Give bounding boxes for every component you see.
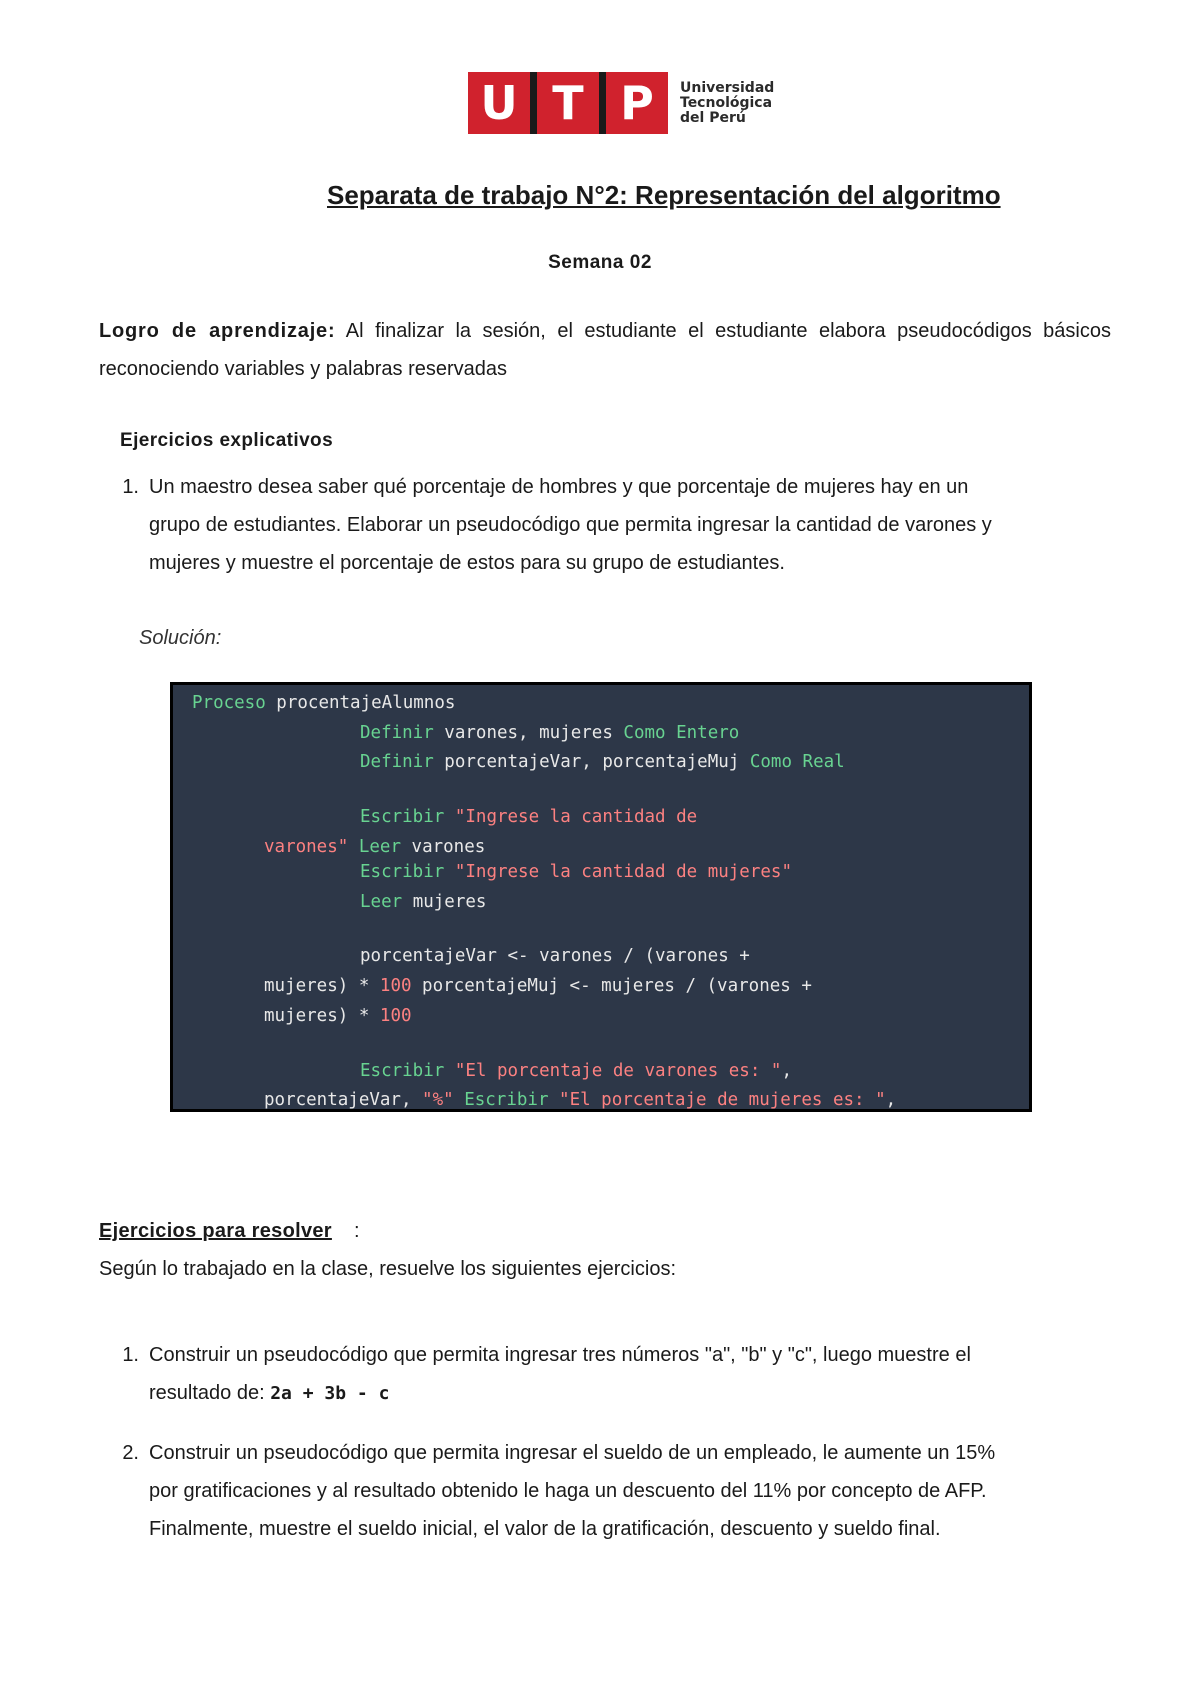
code-string: "%": [422, 1090, 454, 1110]
logo-letter-p: P: [620, 76, 654, 130]
code-block: [170, 682, 1032, 1112]
code-keyword: Escribir: [464, 1090, 549, 1110]
utp-logo: [468, 72, 774, 134]
code-text: varones, mujeres: [433, 723, 624, 743]
logo-separator: [599, 72, 606, 134]
code-line: [360, 946, 750, 966]
item-number: 2.: [122, 1442, 139, 1464]
code-line: [360, 892, 486, 912]
code-text: porcentajeVar,: [264, 1090, 423, 1110]
formula: 2a + 3b - c: [270, 1383, 390, 1404]
code-text: porcentajeVar <- varones / (varones +: [360, 946, 750, 966]
item-line: grupo de estudiantes. Elaborar un pseudocódigo que permita ingresar la cantidad de varones y: [149, 514, 992, 536]
solution-label: Solución:: [139, 627, 222, 649]
code-text: ,: [885, 1090, 897, 1110]
code-line: [360, 807, 697, 827]
code-text: mujeres) *: [264, 1006, 380, 1026]
logo-line-1: Universidad: [680, 79, 775, 96]
list-item: [99, 1336, 1099, 1413]
learning-goal-label: Logro de aprendizaje:: [99, 320, 336, 342]
section-heading-explicativos: Ejercicios explicativos: [120, 430, 334, 451]
logo-letter-t: T: [552, 76, 584, 130]
code-line: [360, 752, 845, 772]
explicativos-list: [99, 468, 1099, 582]
code-keyword: Entero: [665, 723, 740, 743]
code-line: [360, 723, 739, 743]
week-label: Semana 02: [548, 252, 652, 273]
resolver-list-2: [99, 1434, 1099, 1548]
logo-wordmark: [680, 81, 774, 126]
item-line: Un maestro desea saber qué porcentaje de hombres y que porcentaje de mujeres hay en un: [149, 476, 969, 498]
item-line: por gratificaciones y al resultado obtenido le haga un descuento del 11% por concepto de AFP.: [149, 1480, 987, 1502]
code-keyword: Escribir: [360, 807, 445, 827]
learning-goal-text: Al finalizar la sesión, el estudiante el estudiante elabora pseudocódigos básicos reconociendo variables y palabras reservadas: [99, 320, 1111, 380]
logo-line-2: Tecnológica: [680, 94, 773, 111]
logo-mark: [468, 72, 668, 134]
item-number: 1.: [122, 476, 139, 498]
item-text: [139, 468, 1099, 582]
resolver-intro: Según lo trabajado en la clase, resuelve los siguientes ejercicios:: [99, 1258, 677, 1280]
logo-separator: [530, 72, 537, 134]
code-string: "Ingrese la cantidad de mujeres": [444, 862, 792, 882]
section-heading-resolver: [99, 1220, 332, 1243]
code-keyword: Leer: [360, 892, 403, 912]
item-text: [139, 1336, 1099, 1413]
code-number: 100: [379, 1006, 412, 1026]
code-number: 100: [379, 976, 412, 996]
learning-goal: [99, 312, 1111, 388]
logo-line-3: del Perú: [680, 109, 746, 126]
code-text: ,: [781, 1061, 792, 1081]
code-string: "El porcentaje de varones es: ": [444, 1061, 782, 1081]
code-keyword: Leer: [358, 837, 401, 857]
item-line: Finalmente, muestre el sueldo inicial, el valor de la gratificación, descuento y sueldo final.: [149, 1518, 941, 1540]
code-keyword: Definir: [360, 723, 434, 743]
item-number: 1.: [122, 1344, 139, 1366]
logo-letter-u: U: [480, 76, 518, 130]
code-line: [264, 976, 812, 996]
code-line: [264, 837, 485, 857]
code-line: [264, 1090, 896, 1110]
page-title: Separata de trabajo N°2: Representación del algoritmo: [327, 180, 1001, 210]
item-line: [149, 1374, 1099, 1413]
code-text: porcentajeVar, porcentajeMuj: [433, 752, 750, 772]
code-line: [360, 862, 792, 882]
code-text: mujeres: [402, 892, 487, 912]
code-line: [360, 1061, 792, 1081]
code-keyword: Definir: [360, 752, 434, 772]
item-line-text: resultado de:: [149, 1382, 271, 1404]
section-heading-colon: :: [354, 1220, 360, 1242]
code-keyword: Proceso: [192, 693, 266, 713]
code-string: varones": [264, 837, 349, 857]
resolver-list-1: [99, 1336, 1099, 1413]
code-string: "Ingrese la cantidad de: [444, 807, 698, 827]
code-line: [264, 1006, 412, 1026]
list-item: [99, 1434, 1099, 1548]
item-line: Construir un pseudocódigo que permita ingresar el sueldo de un empleado, le aumente un 15%: [149, 1442, 996, 1464]
code-keyword: Como: [623, 723, 666, 743]
code-text: mujeres) *: [264, 976, 380, 996]
code-keyword: Como: [749, 752, 792, 772]
list-item: [99, 468, 1099, 582]
code-text: porcentajeMuj <- mujeres / (varones +: [411, 976, 812, 996]
code-keyword: Escribir: [360, 1061, 445, 1081]
code-string: "El porcentaje de mujeres es: ": [548, 1090, 886, 1110]
section-heading-text: Ejercicios para resolver: [99, 1220, 332, 1242]
code-text: procentajeAlumnos: [265, 693, 456, 713]
code-keyword: Escribir: [360, 862, 445, 882]
item-text: [139, 1434, 1099, 1548]
item-line: mujeres y muestre el porcentaje de estos para su grupo de estudiantes.: [149, 552, 785, 574]
item-line: Construir un pseudocódigo que permita ingresar tres números "a", "b" y "c", luego muestre el: [149, 1344, 971, 1366]
code-text: varones: [401, 837, 486, 857]
code-line: [192, 693, 455, 713]
code-keyword: Real: [792, 752, 845, 772]
